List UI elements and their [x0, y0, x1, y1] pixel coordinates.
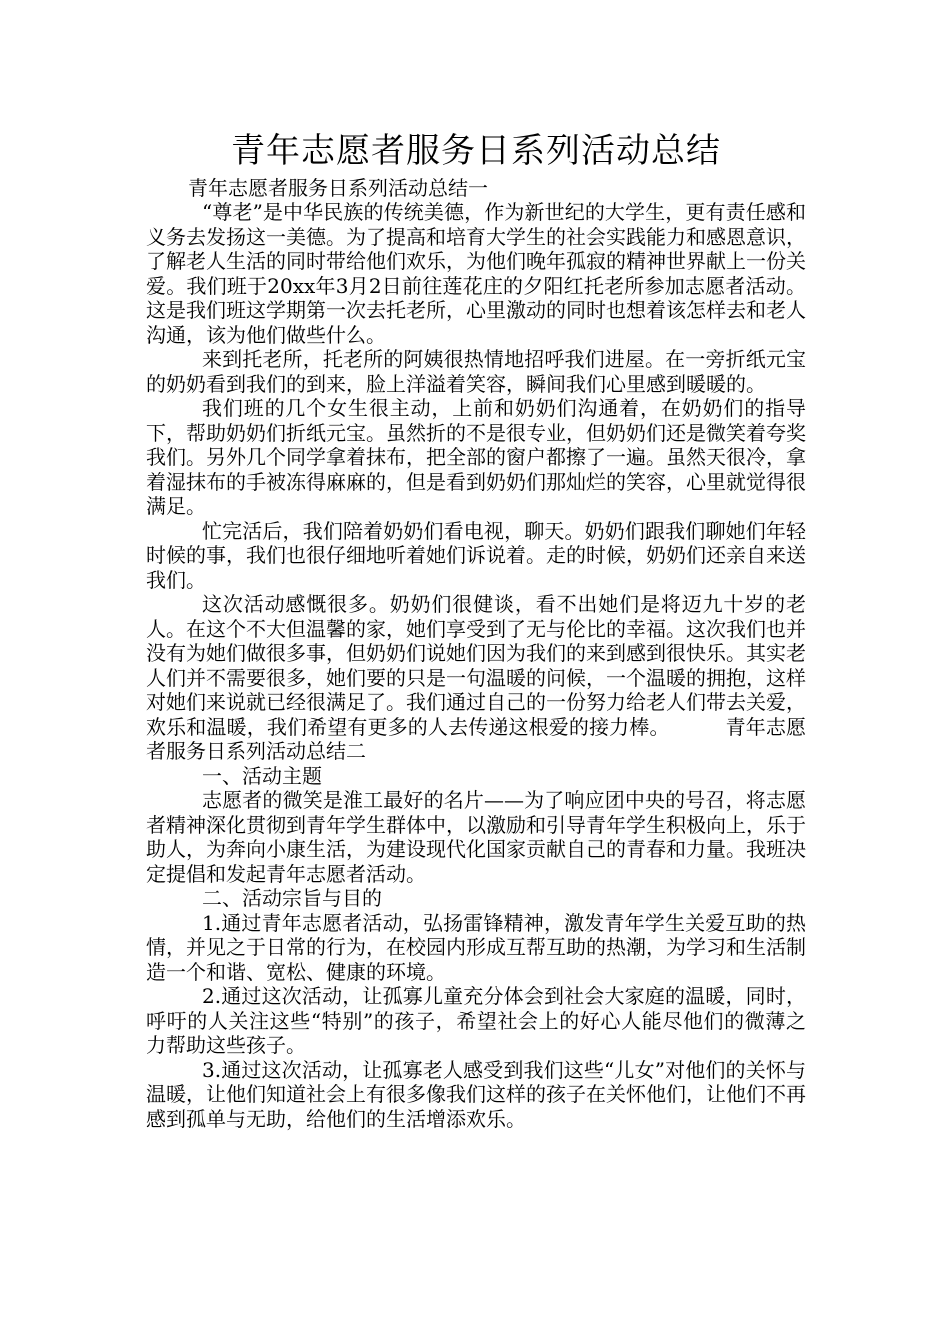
section2-item-3: 3.通过这次活动，让孤寡老人感受到我们这些“儿女”对他们的关怀与温暖，让他们知道社会上有很多像我们这样的孩子在关怀他们，让他们不再感到孤单与无助，给他们的生活增添欢乐。 — [146, 1057, 806, 1131]
section2-heading: 二、活动宗旨与目的 — [202, 886, 382, 910]
section1-heading: 一、活动主题 — [202, 763, 322, 788]
part1-paragraph-4: 忙完活后，我们陪着奶奶们看电视，聊天。奶奶们跟我们聊她们年轻时候的事，我们也很仔细地听着她们诉说着。走的时候，奶奶们还亲自来送我们。 — [146, 518, 806, 592]
section1-text: 志愿者的微笑是淮工最好的名片——为了响应团中央的号召，将志愿者精神深化贯彻到青年学生群体中，以激励和引导青年学生积极向上，乐于助人，为奔向小康生活，为建设现代化国家贡献自己的青春和力量。我班决定提倡和发起青年志愿者活动。 — [146, 788, 806, 886]
document-page — [146, 128, 806, 1131]
part1-paragraph-5 — [146, 592, 806, 764]
part2-heading: 青年志愿者服务日系列活动总结二 — [146, 714, 807, 763]
part1-paragraph-1: “尊老”是中华民族的传统美德，作为新世纪的大学生，更有责任感和义务去发扬这一美德。为了提高和培育大学生的社会实践能力和感恩意识，了解老人生活的同时带给他们欢乐，为他们晚年孤寂的精神世界献上一份关爱。我们班于20xx年3月2日前往莲花庄的夕阳红托老所参加志愿者活动。这是我们班这学期第一次去托老所，心里激动的同时也想着该怎样去和老人沟通，该为他们做些什么。 — [146, 200, 806, 347]
section2-item-1: 1.通过青年志愿者活动，弘扬雷锋精神，激发青年学生关爱互助的热情，并见之于日常的行为，在校园内形成互帮互助的热潮，为学习和生活制造一个和谐、宽松、健康的环境。 — [146, 910, 806, 984]
part1-heading: 青年志愿者服务日系列活动总结一 — [188, 176, 488, 200]
section2-item-2: 2.通过这次活动，让孤寡儿童充分体会到社会大家庭的温暖，同时，呼吁的人关注这些“特别”的孩子，希望社会上的好心人能尽他们的微薄之力帮助这些孩子。 — [146, 984, 806, 1057]
document-title: 青年志愿者服务日系列活动总结 — [231, 131, 721, 171]
part1-paragraph-2: 来到托老所，托老所的阿姨很热情地招呼我们进屋。在一旁折纸元宝的奶奶看到我们的到来，脸上洋溢着笑容，瞬间我们心里感到暖暖的。 — [146, 347, 806, 396]
part1-paragraph-3: 我们班的几个女生很主动，上前和奶奶们沟通着，在奶奶们的指导下，帮助奶奶们折纸元宝。虽然折的不是很专业，但奶奶们还是微笑着夸奖我们。另外几个同学拿着抹布，把全部的窗户都擦了一遍。虽然天很冷，拿着湿抹布的手被冻得麻麻的，但是看到奶奶们那灿烂的笑容，心里就觉得很满足。 — [146, 396, 806, 518]
part1-paragraph-5-text: 这次活动感慨很多。奶奶们很健谈，看不出她们是将迈九十岁的老人。在这个不大但温馨的家，她们享受到了无与伦比的幸福。这次我们也并没有为她们做很多事，但奶奶们说她们因为我们的来到感到很快乐。其实老人们并不需要很多，她们要的只是一句温暖的问候，一个温暖的拥抱，这样对她们来说就已经很满足了。我们通过自己的一份努力给老人们带去关爱，欢乐和温暖，我们希望有更多的人去传递这根爱的接力棒。 — [146, 592, 806, 739]
